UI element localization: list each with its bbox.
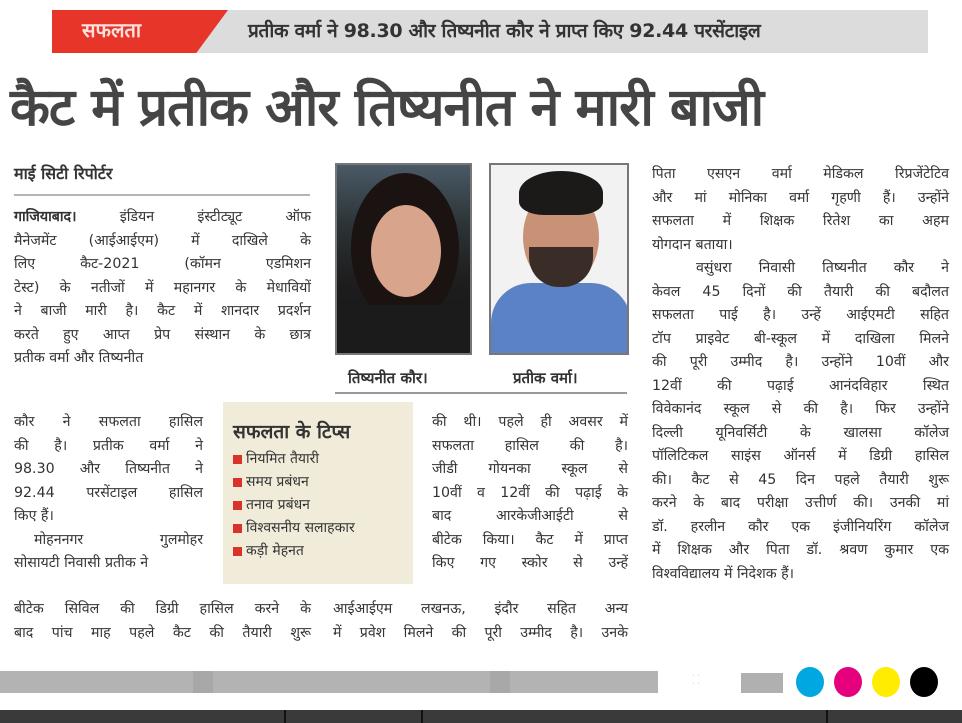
article-line: किए हैं। <box>14 508 54 524</box>
prateek-photo <box>489 163 629 355</box>
article-line: योगदान बताया। <box>652 236 733 253</box>
tip-item <box>233 471 403 494</box>
column-3 <box>652 163 949 586</box>
portrait-face <box>371 205 441 297</box>
article-line: विवेकानंद स्कूल से की है। फिर उन्होंने <box>652 401 949 417</box>
article-line: मोहननगर गुलमोहर <box>34 531 203 548</box>
column-2-narrow <box>432 411 628 576</box>
column-2-bottom <box>333 598 628 645</box>
article-line: लिए कैट-2021 (कॉमन एडमिशन <box>14 256 311 272</box>
portrait-top <box>337 305 472 355</box>
byline: माई सिटी रिपोर्टर <box>14 164 113 183</box>
article-line: 10वीं व 12वीं की पढ़ाई के <box>432 484 628 501</box>
column-1-bottom <box>14 598 311 645</box>
byline-rule <box>14 194 310 196</box>
square-bullet-icon <box>233 501 242 510</box>
gray-color-patch <box>741 673 783 693</box>
print-strip-segment <box>490 671 510 693</box>
article-line: सफलता पाई है। उन्हें आईएमटी सहित <box>652 307 949 323</box>
photo-caption-prateek: प्रतीक वर्मा। <box>513 369 578 387</box>
article-line: में प्रवेश मिलने की पूरी उम्मीद है। उनके <box>333 624 628 641</box>
article-line: कौर ने सफलता हासिल <box>14 414 203 430</box>
square-bullet-icon <box>233 455 242 464</box>
article-line: बाद पांच माह पहले कैट की तैयारी शुरू <box>14 624 311 641</box>
square-bullet-icon <box>233 524 242 533</box>
yellow-ink-dot-icon <box>872 667 900 697</box>
article-line: सफलता में शिक्षक रितेश का अहम <box>652 213 949 229</box>
tip-item <box>233 448 403 471</box>
bottom-bar <box>0 710 962 723</box>
magenta-ink-dot-icon <box>834 667 862 697</box>
article-line: टॉप प्राइवेट बी-स्कूल में दाखिला मिलने <box>652 330 949 347</box>
article-line: की पूरी उम्मीद है। उन्होंने 10वीं और <box>652 354 949 370</box>
article-line: किए गए स्कोर से उन्हें <box>432 555 628 571</box>
square-bullet-icon <box>233 547 242 556</box>
tip-label: नियमित तैयारी <box>246 451 320 467</box>
article-line: करते हुए आप्त प्रेप संस्थान के छात्र <box>14 326 311 343</box>
article-line: 12वीं की पढ़ाई आनंदविहार स्थित <box>652 377 949 394</box>
tip-item <box>233 494 403 517</box>
article-line: केवल 45 दिनों की तैयारी की बदौलत <box>652 283 949 300</box>
kicker-text: प्रतीक वर्मा ने 98.30 और तिष्यनीत कौर ने प्राप्त किए 92.44 परसेंटाइल <box>248 20 761 42</box>
article-line: आईआईएम लखनऊ, इंदौर सहित अन्य <box>333 601 628 617</box>
article-line: बीटेक सिविल की डिग्री हासिल करने के <box>14 601 311 617</box>
article-line: दिल्ली यूनिवर्सिटी के खालसा कॉलेज <box>652 424 949 441</box>
caption-rule <box>335 392 627 394</box>
tips-title: सफलता के टिप्स <box>233 421 351 443</box>
article-line: 92.44 परसेंटाइल हासिल <box>14 484 203 501</box>
tishyaneet-photo <box>335 163 472 355</box>
article-line: सफलता हासिल की है। <box>432 437 628 454</box>
article-line: में शिक्षक और पिता डॉ. श्रवण कुमार एक <box>652 542 949 558</box>
tip-item <box>233 540 403 563</box>
bottom-bar-divider <box>421 710 423 723</box>
article-line: बीटेक किया। कैट में प्राप्त <box>432 531 628 548</box>
dateline: गाजियाबाद। <box>14 209 77 225</box>
photo-caption-tishyaneet: तिष्यनीत कौर। <box>348 369 428 387</box>
tip-label: कड़ी मेहनत <box>246 543 304 559</box>
article-line: बाद आरकेजीआईटी से <box>432 508 628 524</box>
print-strip-segment <box>193 671 213 693</box>
article-line: विश्वविद्यालय में निदेशक हैं। <box>652 565 795 582</box>
bottom-bar-divider <box>284 710 286 723</box>
article-line: जीडी गोयनका स्कूल से <box>432 461 628 477</box>
headline: कैट में प्रतीक और तिष्यनीत ने मारी बाजी <box>10 78 764 138</box>
article-line: 98.30 और तिष्यनीत ने <box>14 461 203 477</box>
square-bullet-icon <box>233 478 242 487</box>
tip-label: समय प्रबंधन <box>246 474 309 490</box>
article-line: वसुंधरा निवासी तिष्यनीत कौर ने <box>696 260 949 276</box>
article-line: ने बाजी मारी है। कैट में शानदार प्रदर्शन <box>14 303 311 319</box>
article-line: सोसायटी निवासी प्रतीक ने <box>14 555 149 571</box>
article-line: डॉ. हरलीन कौर एक इंजीनियरिंग कॉलेज <box>652 518 949 535</box>
article-line: की है। प्रतीक वर्मा ने <box>14 437 203 454</box>
article-line: पॉलिटिकल साइंस ऑनर्स में डिग्री हासिल <box>652 448 949 464</box>
article-line: इंडियन इंस्टीट्यूट ऑफ <box>76 209 311 225</box>
article-line: पिता एसएन वर्मा मेडिकल रिप्रजेंटेटिव <box>652 166 949 182</box>
article-line: करने के बाद परीक्षा उत्तीर्ण की। उनकी मां <box>652 495 949 511</box>
article-line: और मां मोनिका वर्मा गृहणी हैं। उन्होंने <box>652 189 949 206</box>
column-1-top <box>14 206 311 371</box>
portrait-hair <box>519 171 603 215</box>
column-1-narrow <box>14 411 203 576</box>
registration-mark-icon: · · · · <box>692 671 700 688</box>
article-line: मैनेजमेंट (आईआईएम) में दाखिले के <box>14 232 311 249</box>
portrait-shirt <box>491 283 629 355</box>
tip-item <box>233 517 403 540</box>
cyan-ink-dot-icon <box>796 667 824 697</box>
article-line: टेस्ट) के नतीजों में महानगर के मेधावियों <box>14 279 311 296</box>
article-line: की थी। पहले ही अवसर में <box>432 414 628 430</box>
print-strip <box>0 671 658 693</box>
tip-label: विश्वसनीय सलाहकार <box>246 520 355 536</box>
bottom-bar-divider <box>826 710 828 723</box>
tip-label: तनाव प्रबंधन <box>246 497 310 513</box>
article-line: प्रतीक वर्मा और तिष्यनीत <box>14 350 144 366</box>
kicker-tag-label: सफलता <box>82 18 142 42</box>
article-line: की। कैट से 45 दिन पहले तैयारी शुरू <box>652 471 949 488</box>
black-ink-dot-icon <box>910 667 938 697</box>
tips-box <box>223 402 413 584</box>
portrait-beard <box>529 247 593 287</box>
